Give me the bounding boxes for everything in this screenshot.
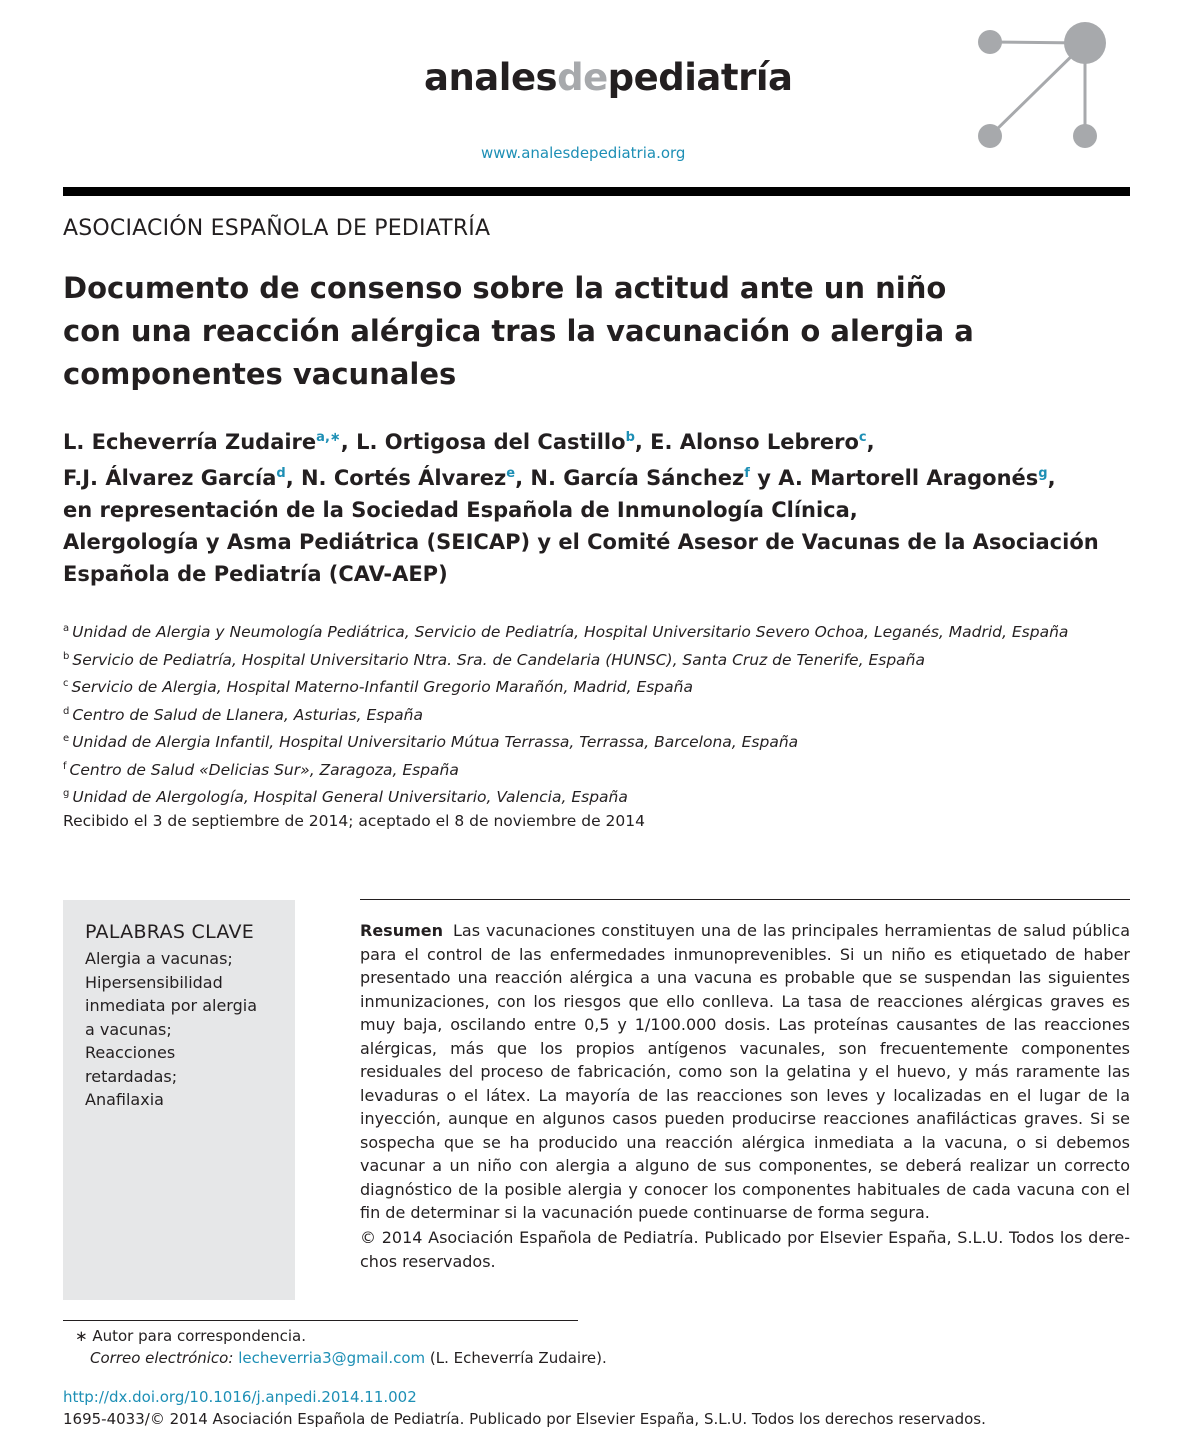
keywords-list — [85, 947, 285, 1112]
logo-de: de — [557, 56, 608, 99]
author-name: , N. García Sánchez — [515, 466, 745, 490]
author-name: , N. Cortés Álvarez — [285, 466, 507, 490]
journal-website-link[interactable]: www.analesdepediatria.org — [481, 144, 686, 162]
affiliation-label: e — [63, 733, 70, 744]
affiliation-text: Unidad de Alergología, Hospital General Universitario, Valencia, España — [72, 788, 628, 806]
affiliation-text: Centro de Salud de Llanera, Asturias, España — [72, 705, 423, 724]
affiliation-marker[interactable]: g — [1038, 466, 1048, 481]
abstract-divider — [360, 899, 1130, 900]
affiliation-item — [63, 645, 1143, 673]
affiliation-text: Unidad de Alergia Infantil, Hospital Universitario Mútua Terrassa, Terrassa, Barcelona, España — [72, 733, 799, 751]
keyword-line: Alergia a vacunas; — [85, 949, 233, 968]
affiliation-item — [63, 782, 1143, 810]
issn-copyright: 1695-4033/© 2014 Asociación Española de Pediatría. Publicado por Elsevier España, S.L.U. Todos los derechos reservados. — [63, 1410, 986, 1428]
author-name: , E. Alonso Lebrero — [634, 430, 859, 454]
affiliation-text: Servicio de Pediatría, Hospital Universitario Ntra. Sra. de Candelaria (HUNSC), Santa Cruz de Tenerife, España — [72, 650, 925, 669]
affiliation-marker[interactable]: f — [744, 466, 750, 481]
affiliation-text: Centro de Salud «Delicias Sur», Zaragoza, España — [69, 760, 459, 779]
emblem-top-left-circle — [978, 30, 1002, 54]
abstract — [360, 919, 1130, 1225]
email-line — [90, 1347, 607, 1369]
title-line: componentes vacunales — [63, 357, 457, 391]
keyword-line: retardadas; — [85, 1066, 178, 1086]
author-line — [63, 422, 1143, 458]
affiliation-item — [63, 755, 1143, 783]
affiliation-item — [63, 617, 1143, 645]
keyword-line: inmediata por alergia — [85, 996, 257, 1015]
keyword-line: Hipersensibilidad — [85, 972, 223, 992]
doi-link[interactable]: http://dx.doi.org/10.1016/j.anpedi.2014.11.002 — [63, 1388, 417, 1406]
keywords-heading: PALABRAS CLAVE — [85, 921, 255, 943]
affiliation-label: b — [63, 650, 70, 662]
journal-logo — [424, 56, 792, 99]
email-label: Correo electrónico: — [90, 1349, 234, 1367]
affiliation-marker[interactable]: d — [276, 466, 286, 481]
author-name: F.J. Álvarez García — [63, 466, 277, 490]
emblem-bottom-left-circle — [978, 124, 1002, 148]
title-line: con una reacción alérgica tras la vacunación o alergia a — [63, 314, 974, 348]
affiliation-label: f — [63, 760, 67, 772]
author-separator: , — [1047, 466, 1056, 490]
section-label: ASOCIACIÓN ESPAÑOLA DE PEDIATRÍA — [63, 216, 491, 241]
footnote-star: ∗ — [75, 1327, 88, 1345]
author-group-line: Alergología y Asma Pediátrica (SEICAP) y el Comité Asesor de Vacunas de la Asociación — [63, 530, 1099, 554]
logo-pediatria: pediatría — [607, 56, 793, 99]
author-line — [63, 458, 1143, 494]
affiliation-item — [63, 672, 1143, 700]
footnote-divider — [63, 1320, 578, 1321]
author-name: y A. Martorell Aragonés — [749, 466, 1039, 490]
affiliation-marker[interactable]: b — [625, 430, 635, 445]
affiliation-label: d — [63, 705, 70, 717]
abstract-copyright: © 2014 Asociación Española de Pediatría. Publicado por Elsevier España, S.L.U. Todos los dere-chos reservados. — [360, 1228, 1130, 1271]
author-name: , L. Ortigosa del Castillo — [340, 430, 626, 454]
email-owner: (L. Echeverría Zudaire). — [429, 1349, 607, 1367]
keyword-line: a vacunas; — [85, 1019, 172, 1039]
title-line: Documento de consenso sobre la actitud ante un niño — [63, 271, 947, 305]
received-dates: Recibido el 3 de septiembre de 2014; aceptado el 8 de noviembre de 2014 — [63, 812, 645, 830]
emblem-bottom-right-circle — [1073, 124, 1097, 148]
journal-emblem-icon — [972, 18, 1112, 153]
logo-anales: anales — [424, 56, 558, 99]
affiliation-text: Unidad de Alergia y Neumología Pediátrica, Servicio de Pediatría, Hospital Universitario Severo Ochoa, Leganés, Madrid, España — [72, 623, 1069, 641]
keyword-line: Reacciones — [85, 1043, 176, 1062]
author-group-line: Española de Pediatría (CAV-AEP) — [63, 562, 448, 586]
article-title — [63, 267, 1043, 396]
email-link[interactable]: lecheverria3@gmail.com — [238, 1349, 426, 1367]
author-list — [63, 422, 1143, 590]
affiliation-marker[interactable]: c — [858, 430, 867, 445]
header-divider — [63, 187, 1130, 196]
corresponding-author-note — [75, 1325, 306, 1347]
corresponding-label: Autor para correspondencia. — [92, 1327, 307, 1345]
affiliation-marker[interactable]: a,∗ — [316, 430, 341, 445]
affiliation-label: a — [63, 623, 70, 634]
affiliation-label: g — [63, 788, 70, 799]
author-separator: , — [866, 430, 875, 454]
abstract-heading: Resumen — [360, 921, 443, 940]
affiliation-item — [63, 700, 1143, 728]
affiliation-list — [63, 617, 1143, 810]
author-name: L. Echeverría Zudaire — [63, 430, 317, 454]
affiliation-label: c — [63, 678, 69, 689]
emblem-large-circle — [1064, 22, 1106, 64]
affiliation-text: Servicio de Alergia, Hospital Materno-Infantil Gregorio Marañón, Madrid, España — [71, 678, 693, 696]
keyword-line: Anafilaxia — [85, 1090, 164, 1109]
affiliation-marker[interactable]: e — [506, 466, 516, 481]
author-group-line: en representación de la Sociedad Española de Inmunología Clínica, — [63, 498, 858, 522]
abstract-body: Las vacunaciones constituyen una de las principales herramientas de salud pública para el control de las enfermedades inmunoprevenibles. Si un niño es etiquetado de haber presentado una reacción alérgica a una vacuna es probable que se suspendan las siguientes inmunizaciones, con los riesgos que ello conlleva. La tasa de reacciones alérgicas graves es muy baja, oscilando entre 0,5 y 1/100.000 dosis. Las proteínas causantes de las reacciones alérgicas, más que los propios antígenos vacunales, son frecuentemente componentes residuales del proceso de fabricación, como son la gelatina y el huevo, y más raramente las levaduras o el látex. La mayoría de las reacciones son leves y localizadas en el lugar de la inyección, aunque en algunos casos pueden producirse reacciones anafilácticas graves. Si se sospecha que se ha producido una reacción alérgica inmediata a la vacuna, o si debemos vacunar a un niño con alergia a alguno de sus componentes, se deberá realizar un correcto diagnóstico de la posible alergia y conocer los componentes habituales de cada vacuna con el fin de determinar si la vacunación puede continuarse de forma segura. — [360, 921, 1130, 1222]
affiliation-item — [63, 727, 1143, 755]
